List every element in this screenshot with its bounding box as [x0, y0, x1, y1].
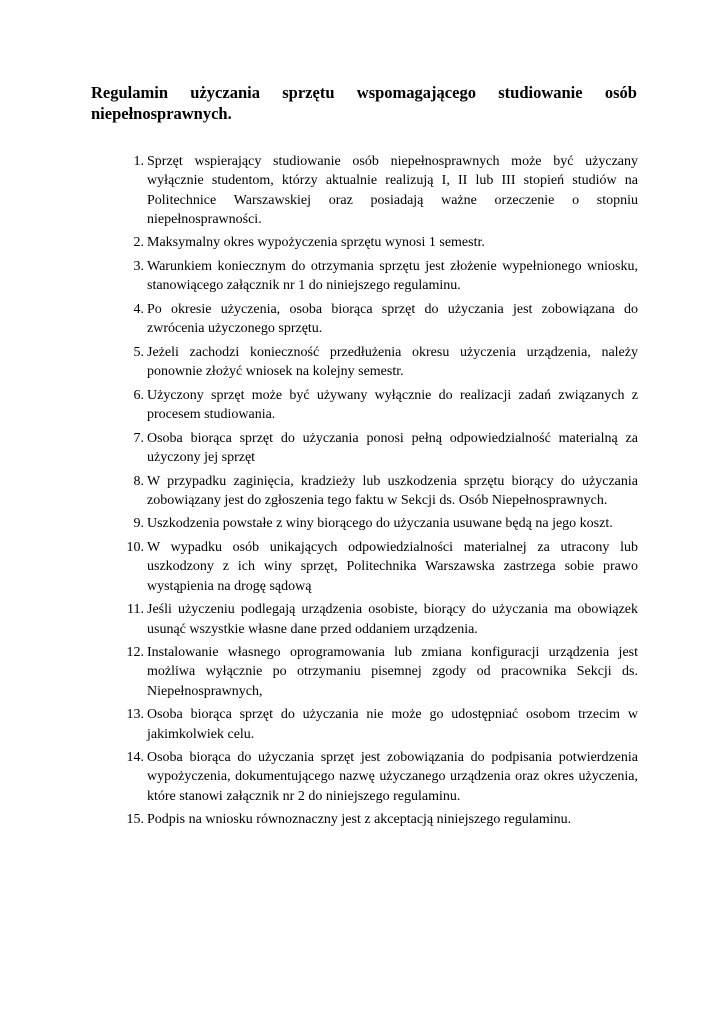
rule-number: 13.: [126, 707, 144, 723]
rule-item: [120, 386, 638, 425]
rule-number: 14.: [126, 750, 144, 766]
rule-number: 2.: [133, 235, 144, 251]
rule-number: 10.: [126, 540, 144, 556]
rule-item: [120, 233, 638, 252]
rule-number: 15.: [126, 812, 144, 828]
rule-item: [120, 472, 638, 511]
rule-text: Maksymalny okres wypożyczenia sprzętu wynosi 1 semestr.: [147, 235, 485, 251]
rule-number: 11.: [127, 602, 144, 618]
rule-number: 6.: [133, 387, 144, 403]
rule-item: [120, 748, 638, 806]
rule-number: 7.: [133, 430, 144, 446]
rule-text: Instalowanie własnego oprogramowania lub zmiana konfiguracji urządzenia jest możliwa wyłącznie po otrzymaniu pisemnej zgody od pracownika Sekcji ds. Niepełnosprawnych,: [147, 645, 638, 699]
rule-text: Osoba biorąca do użyczania sprzęt jest zobowiązania do podpisania potwierdzenia wypożyczenia, dokumentującego nazwę użyczanego urządzenia oraz okres użyczenia, które stanowi załącznik nr 2 do niniejszego regulaminu.: [147, 750, 638, 804]
rule-text: Jeśli użyczeniu podlegają urządzenia osobiste, biorący do użyczania ma obowiązek usunąć wszystkie własne dane przed oddaniem urządzenia.: [147, 602, 638, 637]
rule-number: 4.: [133, 301, 144, 317]
rule-number: 8.: [133, 473, 144, 489]
rule-item: [120, 810, 638, 829]
rule-item: [120, 705, 638, 744]
rule-item: [120, 600, 638, 639]
rule-item: [120, 514, 638, 533]
rules-list: [120, 152, 638, 834]
rule-text: Uszkodzenia powstałe z winy biorącego do użyczania usuwane będą na jego koszt.: [147, 516, 613, 532]
rule-text: Użyczony sprzęt może być używany wyłącznie do realizacji zadań związanych z procesem studiowania.: [147, 387, 638, 423]
rule-item: [120, 300, 638, 339]
rule-text: Podpis na wniosku równoznaczny jest z akceptacją niniejszego regulaminu.: [147, 812, 572, 828]
rule-number: 9.: [133, 516, 144, 532]
rule-text: Osoba biorąca sprzęt do użyczania ponosi pełną odpowiedzialność materialną za użyczony jej sprzęt: [147, 430, 638, 465]
rule-text: Sprzęt wspierający studiowanie osób niepełnosprawnych może być użyczany wyłącznie studentom, którzy aktualnie realizują I, II lub III stopień studiów na Politechnice Warszawskiej oraz posiadają ważne orzeczenie o stopniu niepełnosprawności.: [147, 154, 638, 227]
rule-text: Osoba biorąca sprzęt do użyczania nie może go udostępniać osobom trzecim w jakimkolwiek celu.: [147, 707, 638, 742]
rule-number: 12.: [126, 645, 144, 661]
rule-text: W przypadku zaginięcia, kradzieży lub uszkodzenia sprzętu biorący do użyczania zobowiązany jest do zgłoszenia tego faktu w Sekcji ds. Osób Niepełnosprawnych.: [147, 473, 638, 508]
rule-number: 3.: [133, 259, 144, 275]
rule-text: Po okresie użyczenia, osoba biorąca sprzęt do użyczania jest zobowiązana do zwrócenia użyczonego sprzętu.: [147, 301, 638, 337]
rule-item: [120, 538, 638, 596]
rule-number: 5.: [133, 344, 144, 360]
document-title: Regulamin użyczania sprzętu wspomagającego studiowanie osób niepełnosprawnych.: [91, 83, 637, 123]
rule-text: Jeżeli zachodzi konieczność przedłużenia okresu użyczenia urządzenia, należy ponownie złożyć wniosek na kolejny semestr.: [147, 344, 638, 380]
rule-item: [120, 429, 638, 468]
rule-item: [120, 343, 638, 382]
rule-text: W wypadku osób unikających odpowiedzialności materialnej za utracony lub uszkodzony z ich winy sprzęt, Politechnika Warszawska zastrzega sobie prawo wystąpienia na drogę sądową: [147, 540, 638, 594]
rule-item: [120, 257, 638, 296]
rule-item: [120, 152, 638, 229]
rule-number: 1.: [133, 154, 144, 169]
rule-text: Warunkiem koniecznym do otrzymania sprzętu jest złożenie wypełnionego wniosku, stanowiącego załącznik nr 1 do niniejszego regulaminu.: [147, 259, 638, 294]
rule-item: [120, 643, 638, 701]
